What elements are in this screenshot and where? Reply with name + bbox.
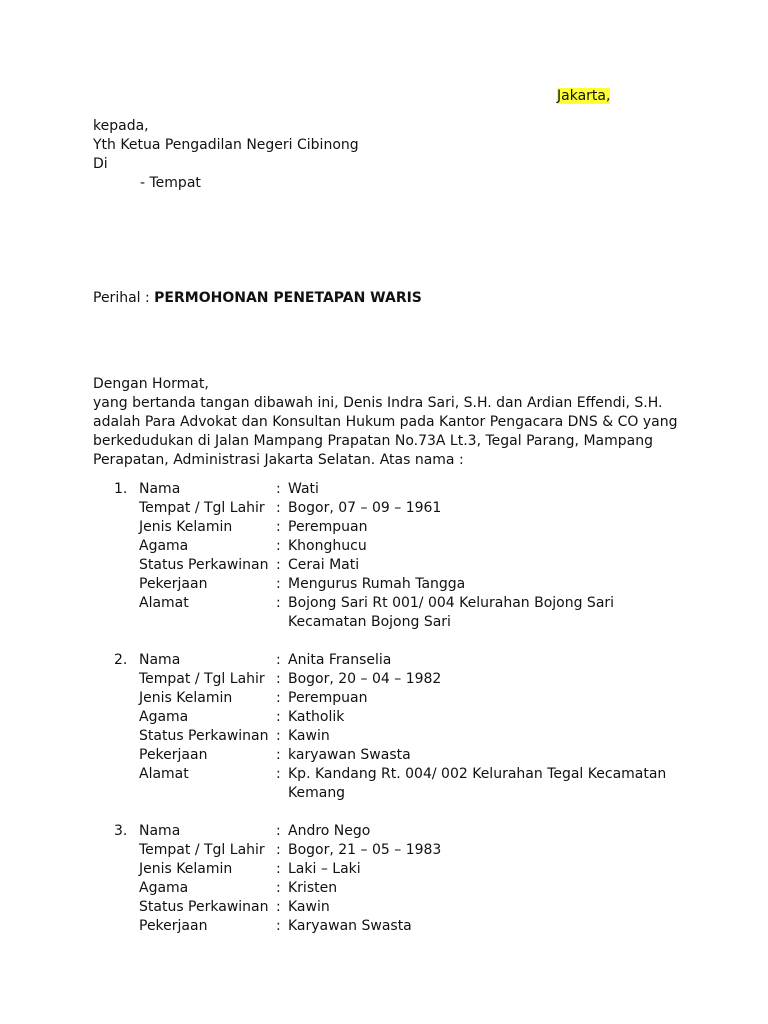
recipient-addressee: Yth Ketua Pengadilan Negeri Cibinong [93,137,359,153]
field-value: Bogor, 07 – 09 – 1961 [288,500,442,516]
subject-label: Perihal : [93,290,150,306]
field-label: Pekerjaan [139,918,208,934]
field-label: Alamat [139,595,189,611]
field-separator: : [276,899,281,915]
body-paragraph [93,375,678,470]
person-entry-2 [114,651,694,803]
field-row-gender [114,860,694,879]
person-entry-3 [114,822,694,936]
field-separator: : [276,709,281,725]
field-value: Kawin [288,899,330,915]
field-label: Agama [139,538,189,554]
field-label: Tempat / Tgl Lahir [139,671,265,687]
field-label: Agama [139,880,189,896]
field-value: Bogor, 20 – 04 – 1982 [288,671,442,687]
field-value: Kristen [288,880,338,896]
field-row-gender [114,689,694,708]
field-row-occupation [114,746,694,765]
field-value: Karyawan Swasta [288,918,412,934]
field-label: Nama [139,652,181,668]
field-value: Wati [288,481,319,497]
field-separator: : [276,576,281,592]
field-row-occupation [114,917,694,936]
field-row-marital [114,556,694,575]
field-row-religion [114,708,694,727]
recipient-to: kepada, [93,118,149,134]
list-number: 1. [114,481,128,497]
field-row-marital [114,898,694,917]
field-label: Jenis Kelamin [139,690,233,706]
recipient-place: - Tempat [140,175,201,191]
field-value-continuation: Kemang [288,785,346,801]
place-date [557,87,610,106]
field-separator: : [276,690,281,706]
subject-title: PERMOHONAN PENETAPAN WARIS [154,290,422,306]
field-separator: : [276,728,281,744]
field-row-marital [114,727,694,746]
field-separator: : [276,519,281,535]
field-separator: : [276,500,281,516]
field-value: Bogor, 21 – 05 – 1983 [288,842,442,858]
field-label: Jenis Kelamin [139,519,233,535]
field-label: Nama [139,823,181,839]
list-number: 2. [114,652,128,668]
field-separator: : [276,595,281,611]
subject-line [93,289,422,308]
field-value: Anita Franselia [288,652,392,668]
field-row-address [114,765,694,784]
field-row-address-cont [114,784,694,803]
field-value: Katholik [288,709,345,725]
field-row-name [114,822,694,841]
field-separator: : [276,557,281,573]
field-label: Pekerjaan [139,576,208,592]
field-value: Laki – Laki [288,861,361,877]
field-label: Status Perkawinan [139,899,269,915]
field-value: Perempuan [288,519,368,535]
field-value: Kp. Kandang Rt. 004/ 002 Kelurahan Tegal Kecamatan [288,766,667,782]
field-row-name [114,480,694,499]
field-separator: : [276,766,281,782]
field-label: Tempat / Tgl Lahir [139,842,265,858]
field-label: Nama [139,481,181,497]
field-value: Cerai Mati [288,557,360,573]
field-row-occupation [114,575,694,594]
field-label: Status Perkawinan [139,728,269,744]
field-row-birth [114,841,694,860]
field-label: Alamat [139,766,189,782]
body-line: adalah Para Advokat dan Konsultan Hukum pada Kantor Pengacara DNS & CO yang [93,414,678,430]
place-date-highlight: Jakarta, [557,88,611,104]
field-row-address [114,594,694,613]
field-separator: : [276,747,281,763]
field-value: Mengurus Rumah Tangga [288,576,466,592]
list-number: 3. [114,823,128,839]
body-line: berkedudukan di Jalan Mampang Prapatan No.73A Lt.3, Tegal Parang, Mampang [93,433,653,449]
body-line: Perapatan, Administrasi Jakarta Selatan. Atas nama : [93,452,464,468]
field-label: Jenis Kelamin [139,861,233,877]
field-separator: : [276,842,281,858]
field-row-religion [114,537,694,556]
field-label: Status Perkawinan [139,557,269,573]
field-row-birth [114,670,694,689]
field-separator: : [276,880,281,896]
recipient-di: Di [93,156,108,172]
field-label: Tempat / Tgl Lahir [139,500,265,516]
field-separator: : [276,671,281,687]
field-value: Perempuan [288,690,368,706]
greeting: Dengan Hormat, [93,376,209,392]
field-row-name [114,651,694,670]
field-value-continuation: Kecamatan Bojong Sari [288,614,451,630]
field-row-gender [114,518,694,537]
field-row-address-cont [114,613,694,632]
field-separator: : [276,823,281,839]
field-separator: : [276,481,281,497]
field-value: Khonghucu [288,538,367,554]
field-label: Agama [139,709,189,725]
field-value: Kawin [288,728,330,744]
field-row-religion [114,879,694,898]
field-row-birth [114,499,694,518]
field-value: Andro Nego [288,823,371,839]
field-separator: : [276,538,281,554]
field-separator: : [276,652,281,668]
person-entry-1 [114,480,694,632]
field-value: Bojong Sari Rt 001/ 004 Kelurahan Bojong Sari [288,595,615,611]
field-label: Pekerjaan [139,747,208,763]
field-separator: : [276,918,281,934]
field-separator: : [276,861,281,877]
field-value: karyawan Swasta [288,747,411,763]
body-line: yang bertanda tangan dibawah ini, Denis Indra Sari, S.H. dan Ardian Effendi, S.H. [93,395,663,411]
